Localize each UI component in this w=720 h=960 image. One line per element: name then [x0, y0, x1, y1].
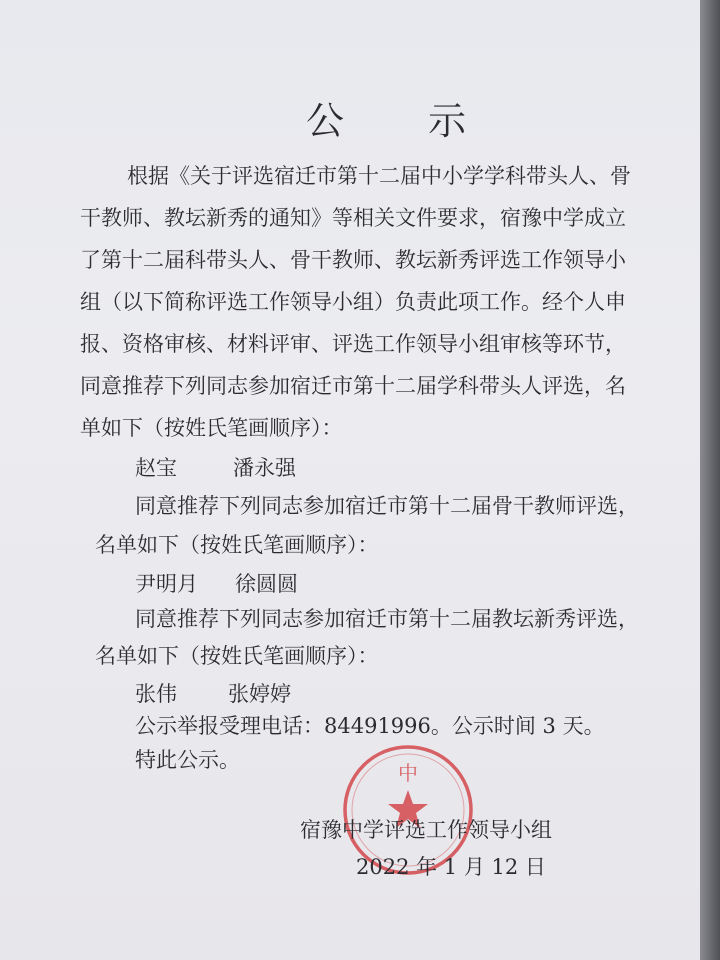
notice-title: 公 示	[306, 99, 503, 143]
paragraph1-line1: 根据《关于评选宿迁市第十二届中小学学科带头人、骨	[127, 164, 631, 188]
paragraph2-line2: 名单如下（按姓氏笔画顺序）：	[95, 533, 379, 557]
paragraph1-line2: 干教师、教坛新秀的通知》等相关文件要求，宿豫中学成立	[80, 206, 626, 230]
paragraph1-line6: 同意推荐下列同志参加宿迁市第十二届学科带头人评选，名	[80, 374, 626, 398]
hotline-text: 公示举报受理电话：84491996。公示时间 3 天。	[135, 714, 605, 738]
closing-text: 特此公示。	[135, 748, 240, 772]
group3-name-1: 张伟	[135, 682, 177, 706]
paragraph1-line3: 了第十二届科带头人、骨干教师、教坛新秀评选工作领导小	[80, 248, 626, 272]
group2-name-2: 徐圆圆	[235, 572, 298, 596]
group1-name-1: 赵宝	[135, 456, 177, 480]
group2-name-1: 尹明月	[135, 572, 198, 596]
paper-edge	[700, 0, 720, 960]
date-text: 2022 年 1 月 12 日	[356, 855, 546, 879]
paragraph1-line4: 组（以下简称评选工作领导小组）负责此项工作。经个人申	[80, 290, 626, 314]
signature-text: 宿豫中学评选工作领导小组	[300, 818, 552, 842]
paragraph1-line5: 报、资格审核、材料评审、评选工作领导小组审核等环节，	[80, 332, 626, 356]
paragraph1-line7: 单如下（按姓氏笔画顺序）：	[80, 416, 343, 440]
svg-text:中: 中	[398, 761, 418, 785]
paragraph2-line1: 同意推荐下列同志参加宿迁市第十二届骨干教师评选，	[135, 494, 639, 518]
paragraph3-line2: 名单如下（按姓氏笔画顺序）：	[95, 644, 379, 668]
group3-name-2: 张婷婷	[228, 682, 291, 706]
paragraph3-line1: 同意推荐下列同志参加宿迁市第十二届教坛新秀评选，	[135, 607, 639, 631]
group1-name-2: 潘永强	[233, 456, 296, 480]
